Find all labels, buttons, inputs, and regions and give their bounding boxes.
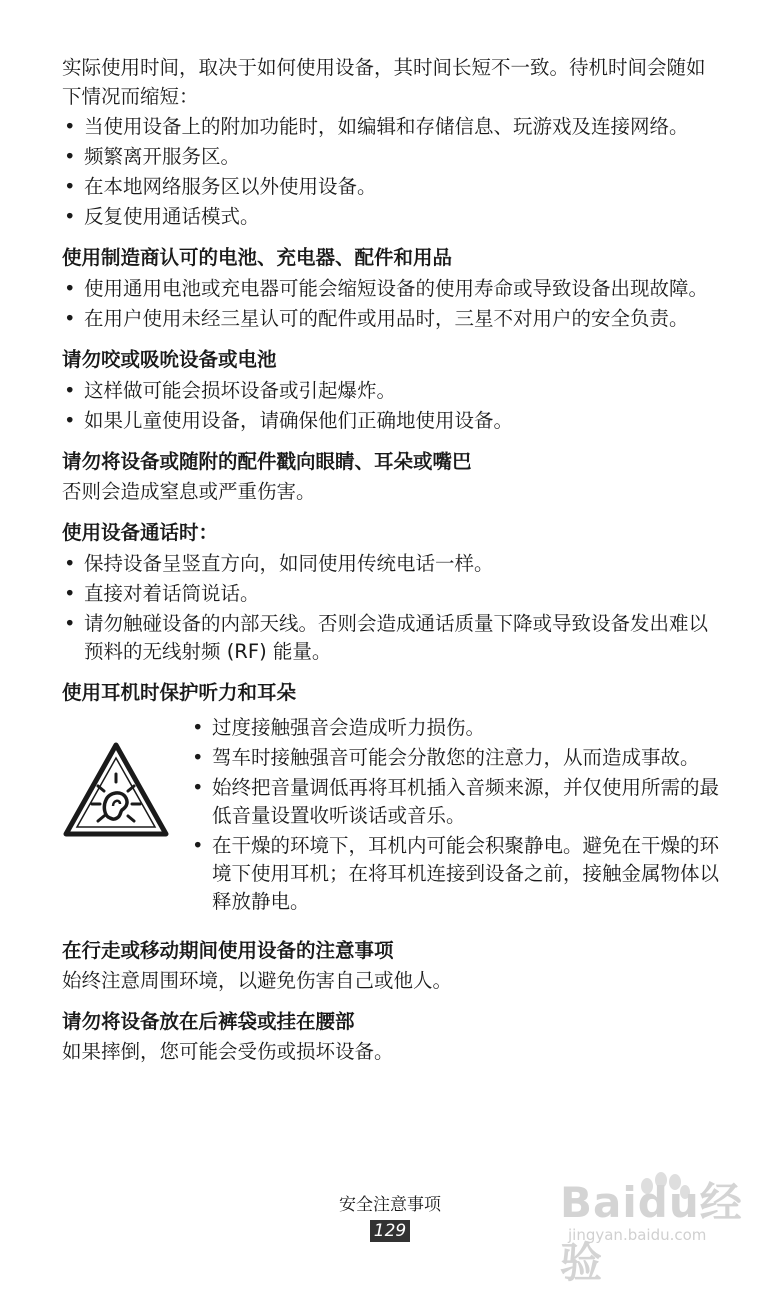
section-call xyxy=(62,518,722,666)
section-heading: 使用制造商认可的电池、充电器、配件和用品 xyxy=(62,246,453,269)
list-item: • 在用户使用未经三星认可的配件或用品时，三星不对用户的安全负责。 xyxy=(62,305,722,333)
list-item: • 在干燥的环境下，耳机内可能会积聚静电。避免在干燥的环境下使用耳机；在将耳机连接到设备之前，接触金属物体以释放静电。 xyxy=(190,832,722,916)
section-heading: 请勿咬或吸吮设备或电池 xyxy=(62,348,277,371)
section-heading: 在行走或移动期间使用设备的注意事项 xyxy=(62,939,394,962)
list-item: • 当使用设备上的附加功能时，如编辑和存储信息、玩游戏及连接网络。 xyxy=(62,113,722,141)
section-list xyxy=(190,714,722,918)
list-item: • 频繁离开服务区。 xyxy=(62,143,722,171)
list-item: • 使用通用电池或充电器可能会缩短设备的使用寿命或导致设备出现故障。 xyxy=(62,275,722,303)
section-list xyxy=(62,377,722,435)
section-pocket xyxy=(62,1007,722,1066)
list-item: • 在本地网络服务区以外使用设备。 xyxy=(62,173,722,201)
list-item: • 这样做可能会损坏设备或引起爆炸。 xyxy=(62,377,722,405)
section-battery xyxy=(62,243,722,333)
intro-paragraph: 实际使用时间，取决于如何使用设备，其时间长短不一致。待机时间会随如下情况而缩短： xyxy=(62,56,706,108)
section-bite xyxy=(62,345,722,435)
list-item: • 直接对着话筒说话。 xyxy=(62,580,722,608)
hearing-warning-block xyxy=(62,714,722,918)
list-item: • 请勿触碰设备的内部天线。否则会造成通话质量下降或导致设备发出难以预料的无线射频 (RF) 能量。 xyxy=(62,610,722,666)
watermark-url: jingyan.baidu.com xyxy=(568,1226,707,1244)
hearing-damage-warning-icon xyxy=(62,742,170,838)
section-heading: 请勿将设备放在后裤袋或挂在腰部 xyxy=(62,1010,355,1033)
section-text: 如果摔倒，您可能会受伤或损坏设备。 xyxy=(62,1040,394,1063)
section-poke xyxy=(62,447,722,506)
footer-title: 安全注意事项 xyxy=(339,1195,441,1215)
section-hearing xyxy=(62,678,722,918)
list-item: • 驾车时接触强音可能会分散您的注意力，从而造成事故。 xyxy=(190,744,722,772)
watermark-brand: Baidu经验 xyxy=(560,1178,743,1287)
section-text: 始终注意周围环境，以避免伤害自己或他人。 xyxy=(62,969,453,992)
list-item: • 过度接触强音会造成听力损伤。 xyxy=(190,714,722,742)
document-body xyxy=(62,53,722,1066)
section-walking xyxy=(62,936,722,995)
section-heading: 请勿将设备或随附的配件戳向眼睛、耳朵或嘴巴 xyxy=(62,450,472,473)
list-item: • 反复使用通话模式。 xyxy=(62,203,722,231)
section-list xyxy=(62,275,722,333)
list-item: • 保持设备呈竖直方向，如同使用传统电话一样。 xyxy=(62,550,722,578)
list-item: • 如果儿童使用设备，请确保他们正确地使用设备。 xyxy=(62,407,722,435)
section-list xyxy=(62,550,722,666)
page-number: 129 xyxy=(370,1220,410,1242)
section-heading: 使用耳机时保护听力和耳朵 xyxy=(62,681,297,704)
section-heading: 使用设备通话时： xyxy=(62,521,219,544)
section-text: 否则会造成窒息或严重伤害。 xyxy=(62,480,316,503)
intro-list xyxy=(62,113,722,231)
list-item: • 始终把音量调低再将耳机插入音频来源，并仅使用所需的最低音量设置收听谈话或音乐。 xyxy=(190,774,722,830)
